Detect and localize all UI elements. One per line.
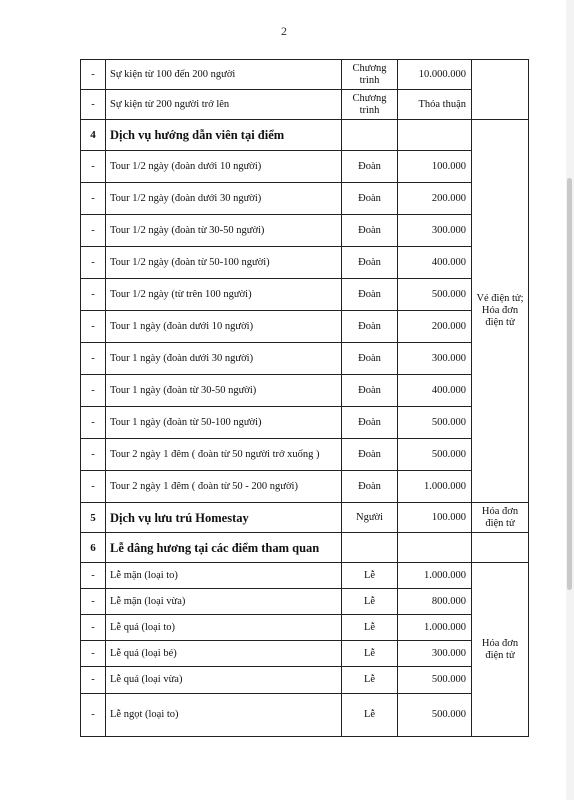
service-price: 500.000	[398, 667, 472, 694]
service-name: Sự kiện từ 200 người trở lên	[106, 90, 342, 120]
table-row	[81, 90, 529, 120]
service-unit: Lễ	[342, 694, 398, 737]
service-price: 300.000	[398, 641, 472, 667]
service-unit: Đoàn	[342, 279, 398, 311]
service-price: 500.000	[398, 439, 472, 471]
service-unit: Đoàn	[342, 311, 398, 343]
service-name: Tour 1/2 ngày (đoàn dưới 10 người)	[106, 151, 342, 183]
section-row	[81, 120, 529, 151]
table-row	[81, 215, 529, 247]
service-price: 1.000.000	[398, 563, 472, 589]
service-price: 300.000	[398, 343, 472, 375]
section-title: Dịch vụ lưu trú Homestay	[106, 503, 342, 533]
table-row	[81, 151, 529, 183]
row-index: -	[81, 279, 106, 311]
row-index: -	[81, 439, 106, 471]
row-index: -	[81, 183, 106, 215]
table-row	[81, 615, 529, 641]
row-index: -	[81, 311, 106, 343]
service-unit: Đoàn	[342, 471, 398, 503]
service-price: 1.000.000	[398, 615, 472, 641]
row-index: -	[81, 151, 106, 183]
service-name: Tour 1 ngày (đoàn dưới 10 người)	[106, 311, 342, 343]
row-index: -	[81, 90, 106, 120]
row-index: -	[81, 407, 106, 439]
service-name: Tour 2 ngày 1 đêm ( đoàn từ 50 người trở xuống )	[106, 439, 342, 471]
service-unit: Đoàn	[342, 183, 398, 215]
row-index: -	[81, 247, 106, 279]
service-unit: Lễ	[342, 667, 398, 694]
service-unit: Đoàn	[342, 343, 398, 375]
service-price: Thỏa thuận	[398, 90, 472, 120]
service-unit: Đoàn	[342, 439, 398, 471]
service-price: 1.000.000	[398, 471, 472, 503]
scrollbar-thumb[interactable]	[567, 178, 572, 590]
service-unit: Đoàn	[342, 247, 398, 279]
row-index: -	[81, 343, 106, 375]
section-title: Dịch vụ hướng dẫn viên tại điểm	[106, 120, 342, 151]
row-index: -	[81, 615, 106, 641]
table-row	[81, 60, 529, 90]
row-index: -	[81, 563, 106, 589]
row-index: -	[81, 375, 106, 407]
note-guide: Vé điện tử; Hóa đơn điện tử	[472, 120, 529, 503]
service-price: 200.000	[398, 311, 472, 343]
service-name: Lễ ngọt (loại to)	[106, 694, 342, 737]
service-unit: Lễ	[342, 641, 398, 667]
service-name: Lễ mặn (loại vừa)	[106, 589, 342, 615]
section-row	[81, 533, 529, 563]
row-index: -	[81, 667, 106, 694]
row-index: -	[81, 471, 106, 503]
service-unit: Đoàn	[342, 375, 398, 407]
row-index: -	[81, 215, 106, 247]
table-row	[81, 439, 529, 471]
section-index: 5	[81, 503, 106, 533]
service-price: 500.000	[398, 279, 472, 311]
row-index: -	[81, 694, 106, 737]
section-title: Lễ dâng hương tại các điểm tham quan	[106, 533, 342, 563]
service-unit: Chương trình	[342, 90, 398, 120]
service-name: Sự kiện từ 100 đến 200 người	[106, 60, 342, 90]
service-unit: Lễ	[342, 589, 398, 615]
table-row	[81, 183, 529, 215]
table-row	[81, 343, 529, 375]
service-name: Tour 2 ngày 1 đêm ( đoàn từ 50 - 200 người)	[106, 471, 342, 503]
row-index: -	[81, 641, 106, 667]
row-index: -	[81, 589, 106, 615]
service-price: 800.000	[398, 589, 472, 615]
service-price: 500.000	[398, 407, 472, 439]
service-name: Tour 1/2 ngày (đoàn dưới 30 người)	[106, 183, 342, 215]
service-price: 100.000	[398, 151, 472, 183]
service-unit: Đoàn	[342, 407, 398, 439]
service-name: Tour 1/2 ngày (đoàn từ 50-100 người)	[106, 247, 342, 279]
service-unit: Chương trình	[342, 60, 398, 90]
empty-cell	[472, 533, 529, 563]
service-fee-table	[80, 59, 529, 737]
section-row	[81, 503, 529, 533]
table-row	[81, 589, 529, 615]
note-homestay: Hóa đơn điện tử	[472, 503, 529, 533]
table-row	[81, 407, 529, 439]
page-number: 2	[281, 24, 287, 38]
service-name: Tour 1/2 ngày (đoàn từ 30-50 người)	[106, 215, 342, 247]
service-price: 300.000	[398, 215, 472, 247]
service-unit: Đoàn	[342, 151, 398, 183]
table-row	[81, 667, 529, 694]
service-unit: Đoàn	[342, 215, 398, 247]
service-name: Lễ mặn (loại to)	[106, 563, 342, 589]
table-row	[81, 641, 529, 667]
empty-cell	[398, 120, 472, 151]
service-price: 400.000	[398, 375, 472, 407]
table-row	[81, 375, 529, 407]
table-row	[81, 279, 529, 311]
empty-cell	[342, 120, 398, 151]
service-price: 100.000	[398, 503, 472, 533]
section-index: 4	[81, 120, 106, 151]
service-unit: Người	[342, 503, 398, 533]
note-cell-empty	[472, 60, 529, 120]
service-name: Lễ quả (loại to)	[106, 615, 342, 641]
service-unit: Lễ	[342, 615, 398, 641]
service-name: Tour 1 ngày (đoàn dưới 30 người)	[106, 343, 342, 375]
table-row	[81, 471, 529, 503]
service-name: Tour 1/2 ngày (từ trên 100 người)	[106, 279, 342, 311]
service-price: 400.000	[398, 247, 472, 279]
service-price: 500.000	[398, 694, 472, 737]
service-unit: Lễ	[342, 563, 398, 589]
empty-cell	[342, 533, 398, 563]
service-name: Lễ quả (loại bé)	[106, 641, 342, 667]
empty-cell	[398, 533, 472, 563]
service-name: Lễ quả (loại vừa)	[106, 667, 342, 694]
section-index: 6	[81, 533, 106, 563]
service-name: Tour 1 ngày (đoàn từ 50-100 người)	[106, 407, 342, 439]
table-row	[81, 247, 529, 279]
table-row	[81, 563, 529, 589]
service-price: 10.000.000	[398, 60, 472, 90]
row-index: -	[81, 60, 106, 90]
service-name: Tour 1 ngày (đoàn từ 30-50 người)	[106, 375, 342, 407]
table-row	[81, 311, 529, 343]
service-price: 200.000	[398, 183, 472, 215]
note-ceremony: Hóa đơn điện tử	[472, 563, 529, 737]
table-row	[81, 694, 529, 737]
